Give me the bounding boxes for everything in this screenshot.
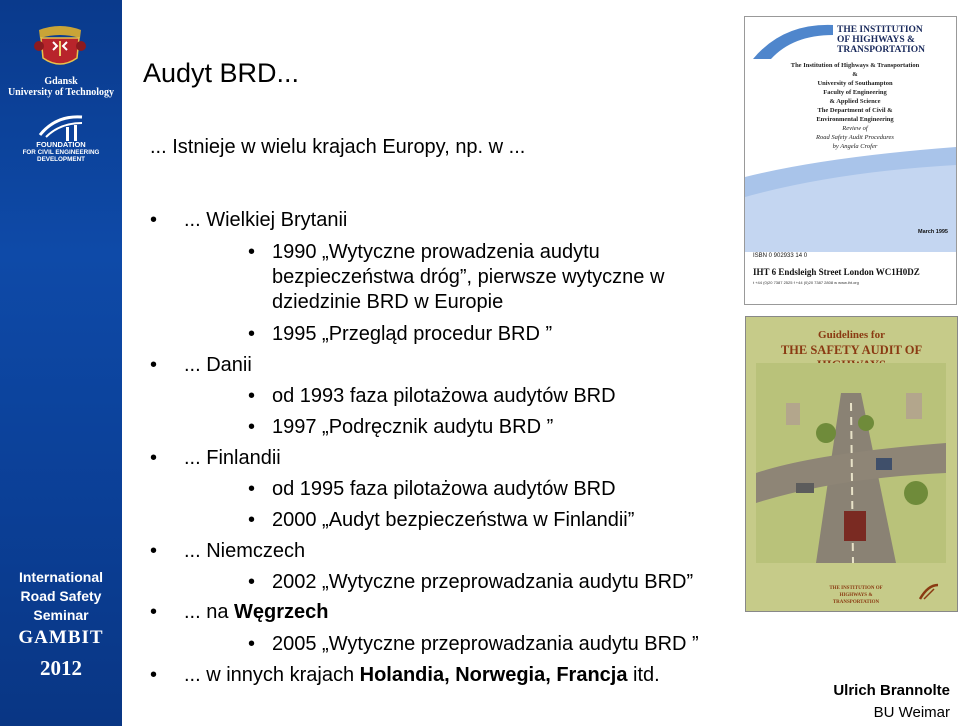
bullet-icon: • [150, 540, 158, 562]
cover1-body: The Institution of Highways & Transportation & University of Southampton Faculty of Engineering & Applied Science The Department of Civil & Environmental Engineering Review of Road Safety Audit Procedures by Angela Crofer [790, 62, 920, 150]
bullet-icon: • [150, 209, 158, 231]
sidebar [0, 0, 122, 726]
cover1-wave-graphic [745, 147, 956, 252]
bullet-icon: • [150, 664, 158, 686]
country-label: ... Danii [184, 354, 252, 376]
bullet-icon: • [248, 385, 256, 407]
bullet-icon: • [150, 354, 158, 376]
cover1-date: March 1995 [918, 229, 948, 235]
cover2-footer: THE INSTITUTION OF HIGHWAYS & TRANSPORTATION [829, 586, 883, 605]
bullet-icon: • [150, 447, 158, 469]
gdansk-crest-icon [33, 24, 87, 70]
cover-review-road-safety-audit [744, 16, 957, 305]
road-illustration-icon [756, 363, 946, 563]
bullet-icon: • [248, 633, 256, 655]
item-text: 1990 „Wytyczne prowadzenia audytu [272, 241, 600, 263]
bullet-icon: • [248, 323, 256, 345]
foundation-logo-icon [36, 113, 86, 143]
author-affiliation: BU Weimar [873, 704, 950, 721]
bullet-icon: • [248, 241, 256, 263]
item-text: 1995 „Przegląd procedur BRD ” [272, 323, 553, 345]
bullet-icon: • [150, 601, 158, 623]
bullet-icon: • [248, 416, 256, 438]
cover-safety-audit-of-highways [745, 316, 958, 612]
bullet-icon: • [248, 571, 256, 593]
country-label: ... w innych krajach Holandia, Norwegia, Francja itd. [184, 664, 660, 686]
cover1-contact: t +44 (0)20 7387 2525 f +44 (0)20 7387 2808 w www.iht.org [753, 280, 859, 285]
gambit-logo: GAMBIT [18, 627, 104, 648]
iht-header: THE INSTITUTION OF HIGHWAYS & TRANSPORTATION [837, 25, 925, 55]
iht-mark-icon [918, 583, 940, 601]
author-credit [800, 680, 950, 724]
cover2-guidelines: Guidelines for [818, 329, 885, 341]
university-name: Gdansk University of Technology [7, 76, 115, 98]
cover2-title: THE SAFETY AUDIT OF [780, 343, 923, 357]
seminar-year: 2012 [40, 656, 82, 680]
country-label: ... Finlandii [184, 447, 281, 469]
seminar-name: International Road Safety Seminar [18, 569, 103, 623]
country-label: ... Wielkiej Brytanii [184, 209, 348, 231]
country-label: ... Niemczech [184, 540, 306, 562]
item-text: dziedzinie BRD w Europie [272, 291, 504, 313]
iht-swoosh-icon [753, 23, 833, 59]
cover1-isbn: ISBN 0 902933 14 0 [753, 253, 808, 259]
item-text: od 1993 faza pilotażowa audytów BRD [272, 385, 616, 407]
country-label: ... na Węgrzech [184, 601, 329, 623]
bullet-icon: • [248, 509, 256, 531]
slide-title: Audyt BRD... [143, 58, 300, 88]
slide-subtitle: ... Istnieje w wielu krajach Europy, np. w ... [150, 136, 526, 158]
item-text: od 1995 faza pilotażowa audytów BRD [272, 478, 616, 500]
item-text: 1997 „Podręcznik audytu BRD ” [272, 416, 554, 438]
cover1-address: IHT 6 Endsleigh Street London WC1H0DZ [753, 267, 920, 277]
item-text: 2005 „Wytyczne przeprowadzania audytu BRD ” [272, 633, 699, 655]
author-name: Ulrich Brannolte [833, 682, 950, 699]
item-text: 2000 „Audyt bezpieczeństwa w Finlandii” [272, 509, 635, 531]
foundation-name: FOUNDATION FOR CIVIL ENGINEERING DEVELOPMENT [22, 140, 100, 163]
item-text: 2002 „Wytyczne przeprowadzania audytu BRD” [272, 571, 694, 593]
bullet-icon: • [248, 478, 256, 500]
item-text: bezpieczeństwa dróg”, pierwsze wytyczne w [272, 266, 665, 288]
